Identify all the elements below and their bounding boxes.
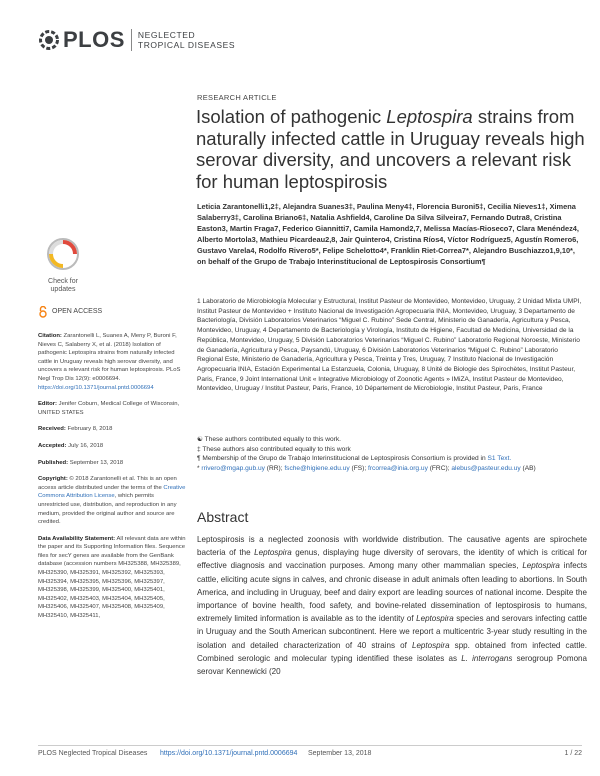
author-notes — [197, 435, 585, 474]
author-list: Leticia Zarantonelli1,2‡, Alejandra Suanes3‡, Paulina Meny4‡, Florencia Buroni5‡, Cecilia Nieves1‡, Ximena Salaberry3‡, Carolina Briano6‡, Natalia Ashfield4, Caroline Da Silva Silveira7, Fernando Dutra8, Cristina Easton3, Martin Fraga7, Federico Giannitti7, Camila Hamond2,7, Melissa Macías-Rioseco7, Clara Menéndez4, Alberto Mortola3, Mathieu Picardeau2,8, Jair Quintero4, Cristina Ríos4, Víctor Rodríguez5, Agustín Romero6, Gustavo Varela4, Rodolfo Rivero5*, Felipe Schelotto4*, Franklin Riet-Correa7*, Alejandro Buschiazzo1,9,10*, on behalf of the Grupo de Trabajo Interinstitucional de Leptospirosis Consortium¶ — [197, 202, 579, 266]
email-who-fs: (FS); — [349, 465, 369, 473]
open-access-badge — [38, 306, 186, 318]
abstract-text: species and serovars infecting cattle in Uruguay and the South American subcontinent. Here we report a multicentric 3-year study resulting in the isolation and detailed characterization of 40 strains of — [197, 614, 587, 650]
abstract-heading: Abstract — [197, 509, 249, 525]
affiliations: 1 Laboratorio de Microbiología Molecular y Estructural, Institut Pasteur de Montevideo, Montevideo, Uruguay, 2 Unidad Mixta UMPI, Institut Pasteur de Montevideo + Instituto Nacional de Investigación Agropecuaria INIA, Montevideo, Uruguay, 3 Departamento de Bacteriología, División Laboratorios Veterinarios “Miguel C. Rubino” Sede Central, Ministerio de Ganadería, Agricultura y Pesca, Montevideo, Uruguay, 4 Departamento de Bacteriología y Virología, Instituto de Higiene, Facultad de Medicina, Universidad de la República, Montevideo, Uruguay, 5 División Laboratorios Veterinarios “Miguel C. Rubino” Laboratorio Regional Noroeste, Ministerio de Ganadería, Agricultura y Pesca, Paysandú, Uruguay, 6 División Laboratorios Veterinarios “Miguel C. Rubino” Laboratorio Regional Este, Ministerio de Ganadería, Agricultura y Pesca, Treinta y Tres, Uruguay, 7 Instituto Nacional de Investigación Agropecuaria INIA, Estación Experimental La Estanzuela, Colonia, Uruguay, 8 Unité de Biologie des Spirochètes, Institut Pasteur, Paris, France, 9 Joint International Unit « Integrative Microbiology of Zoonotic Agents » IMiZA, Institut Pasteur de Montevideo, Montevideo, Uruguay / Institut Pasteur, Paris, France, 10 Département de Microbiologie, Institut Pasteur, Paris, France — [197, 298, 582, 393]
logo-divider — [131, 29, 132, 51]
plos-gear-icon — [38, 29, 60, 51]
footer-divider — [38, 745, 582, 746]
copyright-text-end: , which permits unrestricted use, distribution, and reproduction in any medium, provided the original author and source are credited. — [38, 493, 177, 526]
copyright-label: Copyright: — [38, 476, 68, 483]
journal-logo[interactable] — [38, 27, 235, 53]
page-number: 1 / 22 — [564, 750, 582, 757]
s1-text-link[interactable]: S1 Text. — [487, 455, 512, 463]
data-availability-label: Data Availability Statement: — [38, 535, 116, 542]
title-part2: strains from naturally infected cattle in Uruguay reveals high serovar diversity, and uncovers a relevant risk for human leptospirosis — [196, 106, 585, 192]
journal-name-line1: NEGLECTED — [137, 30, 196, 40]
abstract-genus: Leptospira — [411, 640, 450, 650]
email-star: * — [197, 465, 202, 473]
email-link-fs[interactable]: fsche@higiene.edu.uy — [284, 465, 350, 473]
citation — [38, 332, 186, 392]
editor-label: Editor: — [38, 401, 57, 408]
abstract-text: genus, displaying huge diversity of serovars, the identity of which is critical for effective diagnosis and vaccination purposes. Among many other mammalian species, — [197, 548, 587, 571]
citation-label: Citation: — [38, 333, 62, 339]
accepted-text: July 16, 2018 — [66, 442, 104, 449]
copyright — [38, 475, 186, 527]
note-equal-contribution: ☯ These authors contributed equally to this work. — [197, 436, 341, 443]
footer-date: September 13, 2018 — [308, 750, 372, 757]
accepted-label: Accepted: — [38, 442, 67, 449]
abstract-text: serogroup Pomona serovar Kennewicki (20 — [197, 653, 587, 677]
logo-wordmark: PLOS — [63, 27, 125, 52]
data-availability — [38, 535, 186, 621]
received-label: Received: — [38, 426, 66, 433]
title-part1: Isolation of pathogenic — [196, 106, 387, 127]
received-date — [38, 425, 186, 434]
email-link-rr[interactable]: rrivero@mgap.gub.uy — [201, 465, 265, 473]
license-link[interactable]: Creative Commons Attribution License — [38, 484, 186, 500]
received-text: February 8, 2018 — [65, 426, 113, 433]
citation-doi-link[interactable]: https://doi.org/10.1371/journal.pntd.0006694 — [38, 384, 154, 391]
article-title — [196, 106, 586, 192]
corresponding-emails — [197, 464, 585, 474]
abstract-genus: Leptospira — [522, 561, 560, 571]
abstract-body — [197, 533, 587, 678]
abstract-genus: Leptospira — [254, 548, 292, 558]
accepted-date — [38, 442, 186, 451]
copyright-text: © 2018 Zarantonelli et al. This is an open access article distributed under the terms of the — [38, 476, 177, 491]
footer-journal: PLOS Neglected Tropical Diseases — [38, 750, 148, 757]
cfu-line2: updates — [50, 286, 76, 293]
email-link-frc[interactable]: frcorrea@inia.org.uy — [368, 465, 428, 473]
journal-name-line2: TROPICAL DISEASES — [137, 40, 236, 50]
open-access-label: OPEN ACCESS — [52, 307, 103, 315]
abstract-genus: Leptospira — [416, 614, 454, 624]
abstract-text: Leptospirosis is a neglected zoonosis with worldwide distribution. The causative agents are spirochete bacteria of the — [197, 535, 587, 558]
email-link-ab[interactable]: alebus@pasteur.edu.uy — [451, 465, 521, 473]
footer-doi-link[interactable]: https://doi.org/10.1371/journal.pntd.0006694 — [160, 750, 298, 757]
editor — [38, 400, 186, 417]
email-who-frc: (FRC); — [427, 465, 452, 473]
check-for-updates-icon — [46, 237, 80, 271]
article-info-sidebar — [38, 306, 186, 629]
data-availability-text: All relevant data are within the paper and its Supporting Information files. Sequence files for secY genes are available from the GenBank database (accession numbers MH325388, MH325389, MH325390, MH325391, MH325392, MH325393, MH325394, MH325395, MH325396, MH325397, MH325398, MH325399, MH325400, MH325401, MH325402, MH325403, MH325404, MH325405, MH325406, MH325407, MH325408, MH325409, MH325410, MH325411, — [38, 535, 186, 620]
published-text: September 13, 2018 — [68, 459, 124, 466]
note-consortium-text: ¶ Membership of the Grupo de Trabajo Interinstitucional de Leptospirosis Consortium is provided in — [197, 455, 488, 463]
note-consortium — [197, 454, 585, 464]
abstract-text: infects cattle, eliciting acute signs in calves, and chronic disease in adult animals often leading to abortions. In South America, and including in Uruguay, beef and dairy export are leading sources of national income. Despite the importance of bovine health, food safety, and bovine-related dissemination of leptospirosis to humans, extremely limited information is available as to the identity of — [197, 561, 587, 624]
abstract-text: spp. obtained from infected cattle. Combined serologic and molecular typing identified these isolates as — [197, 640, 587, 663]
check-for-updates-label — [38, 278, 88, 294]
citation-text: Zarantonelli L, Suanes A, Meny P, Buroni F, Nieves C, Salaberry X, et al. (2018) Isolation of pathogenic Leptospira strains from naturally infected cattle in Uruguay reveals high serovar diversity, and uncovers a relevant risk for human leptospirosis. PLoS Negl Trop Dis 12(9): e0006694. — [38, 333, 181, 382]
article-type: RESEARCH ARTICLE — [197, 93, 277, 102]
editor-text: Jenifer Coburn, Medical College of Wisconsin, UNITED STATES — [38, 401, 180, 416]
email-who-ab: (AB) — [520, 465, 536, 473]
published-label: Published: — [38, 459, 69, 466]
email-who-rr: (RR); — [264, 465, 285, 473]
journal-name — [138, 30, 235, 50]
title-genus: Leptospira — [386, 106, 473, 127]
check-for-updates-button[interactable] — [38, 237, 88, 294]
published-date — [38, 459, 186, 468]
cfu-line1: Check for — [48, 278, 78, 285]
open-lock-icon — [38, 306, 48, 318]
abstract-species: L. interrogans — [461, 653, 513, 663]
note-also-equal: ‡ These authors also contributed equally to this work — [197, 445, 351, 453]
